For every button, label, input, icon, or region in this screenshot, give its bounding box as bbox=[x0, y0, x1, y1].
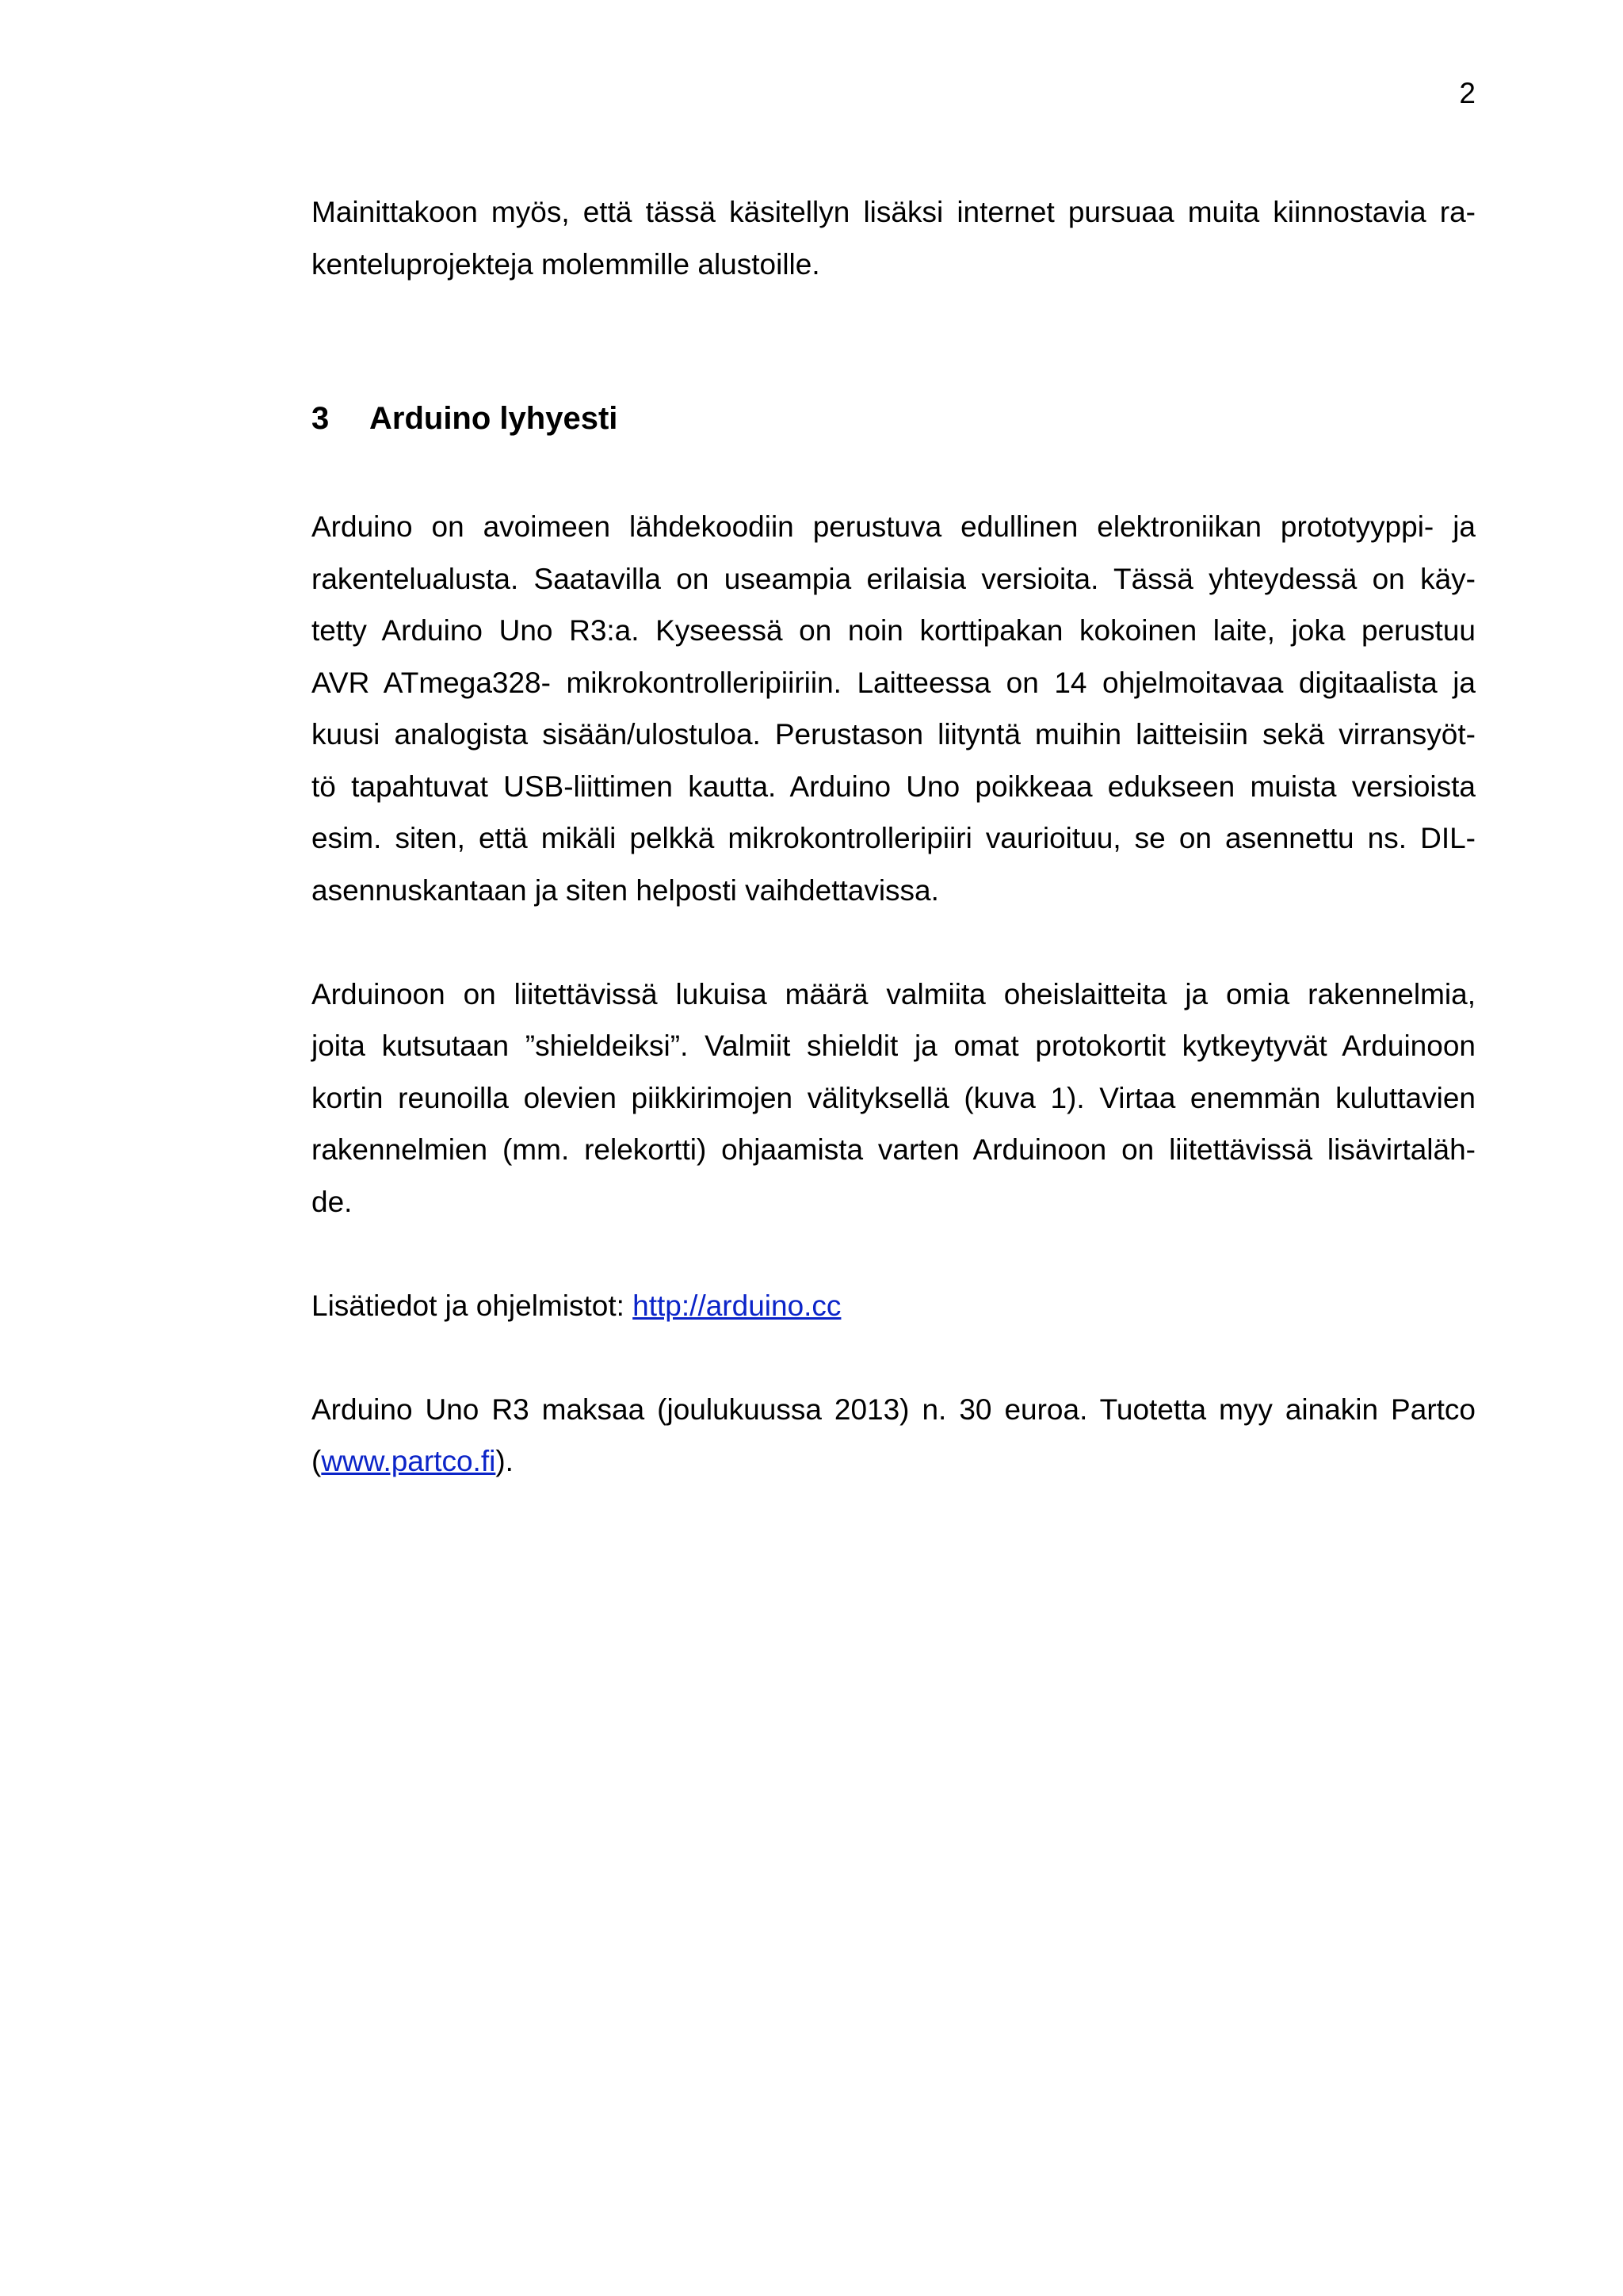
text-line: kenteluprojekteja molemmille alustoille. bbox=[311, 247, 820, 281]
section-title: Arduino lyhyesti bbox=[369, 401, 618, 436]
text-line: rakennelmien (mm. relekortti) ohjaamista varten Arduinoon on liitettävissä lisävirtaläh- bbox=[311, 1133, 1476, 1166]
partco-link[interactable]: www.partco.fi bbox=[321, 1445, 496, 1477]
text-line: tö tapahtuvat USB-liittimen kautta. Arduino Uno poikkeaa edukseen muista versioista bbox=[311, 770, 1476, 803]
paragraph-shields bbox=[311, 968, 1476, 1228]
text-line bbox=[311, 1435, 1476, 1488]
text-line: tetty Arduino Uno R3:a. Kyseessä on noin korttipakan kokoinen laite, joka perustuu bbox=[311, 614, 1476, 647]
arduino-link[interactable]: http://arduino.cc bbox=[632, 1289, 842, 1322]
text-line: Mainittakoon myös, että tässä käsitellyn lisäksi internet pursuaa muita kiinnostavia ra- bbox=[311, 196, 1476, 228]
paragraph-price bbox=[311, 1384, 1476, 1488]
section-heading bbox=[311, 395, 1476, 442]
text-line: Arduino on avoimeen lähdekoodiin perustuva edullinen elektroniikan prototyyppi- ja bbox=[311, 510, 1476, 543]
text-line: kortin reunoilla olevien piikkirimojen välityksellä (kuva 1). Virtaa enemmän kuluttavien bbox=[311, 1081, 1476, 1114]
paren-open: ( bbox=[311, 1445, 322, 1477]
intro-paragraph bbox=[311, 186, 1476, 290]
text-line: esim. siten, että mikäli pelkkä mikrokontrolleripiiri vaurioituu, se on asennettu ns. DIL- bbox=[311, 822, 1476, 854]
paren-close: ). bbox=[495, 1445, 514, 1477]
document-body bbox=[311, 186, 1476, 1488]
text-line: Arduinoon on liitettävissä lukuisa määrä valmiita oheislaitteita ja omia rakennelmia, bbox=[311, 977, 1476, 1010]
text-line: AVR ATmega328- mikrokontrolleripiiriin. Laitteessa on 14 ohjelmoitavaa digitaalista ja bbox=[311, 666, 1476, 699]
page-number: 2 bbox=[1459, 77, 1476, 109]
text-line: de. bbox=[311, 1185, 353, 1218]
info-label: Lisätiedot ja ohjelmistot: bbox=[311, 1289, 633, 1322]
text-line bbox=[311, 1280, 1476, 1332]
paragraph-arduino-intro bbox=[311, 501, 1476, 916]
section-number: 3 bbox=[311, 401, 330, 436]
paragraph-info bbox=[311, 1280, 1476, 1332]
text-line: asennuskantaan ja siten helposti vaihdettavissa. bbox=[311, 873, 939, 907]
text-line: rakentelualusta. Saatavilla on useampia erilaisia versioita. Tässä yhteydessä on käy- bbox=[311, 562, 1476, 595]
text-line: Arduino Uno R3 maksaa (joulukuussa 2013) n. 30 euroa. Tuotetta myy ainakin Partco bbox=[311, 1392, 1476, 1426]
text-line: joita kutsutaan ”shieldeiksi”. Valmiit shieldit ja omat protokortit kytkeytyvät Arduinoon bbox=[311, 1030, 1476, 1062]
text-line: kuusi analogista sisään/ulostuloa. Perustason liityntä muihin laitteisiin sekä virransyöt- bbox=[311, 718, 1476, 751]
